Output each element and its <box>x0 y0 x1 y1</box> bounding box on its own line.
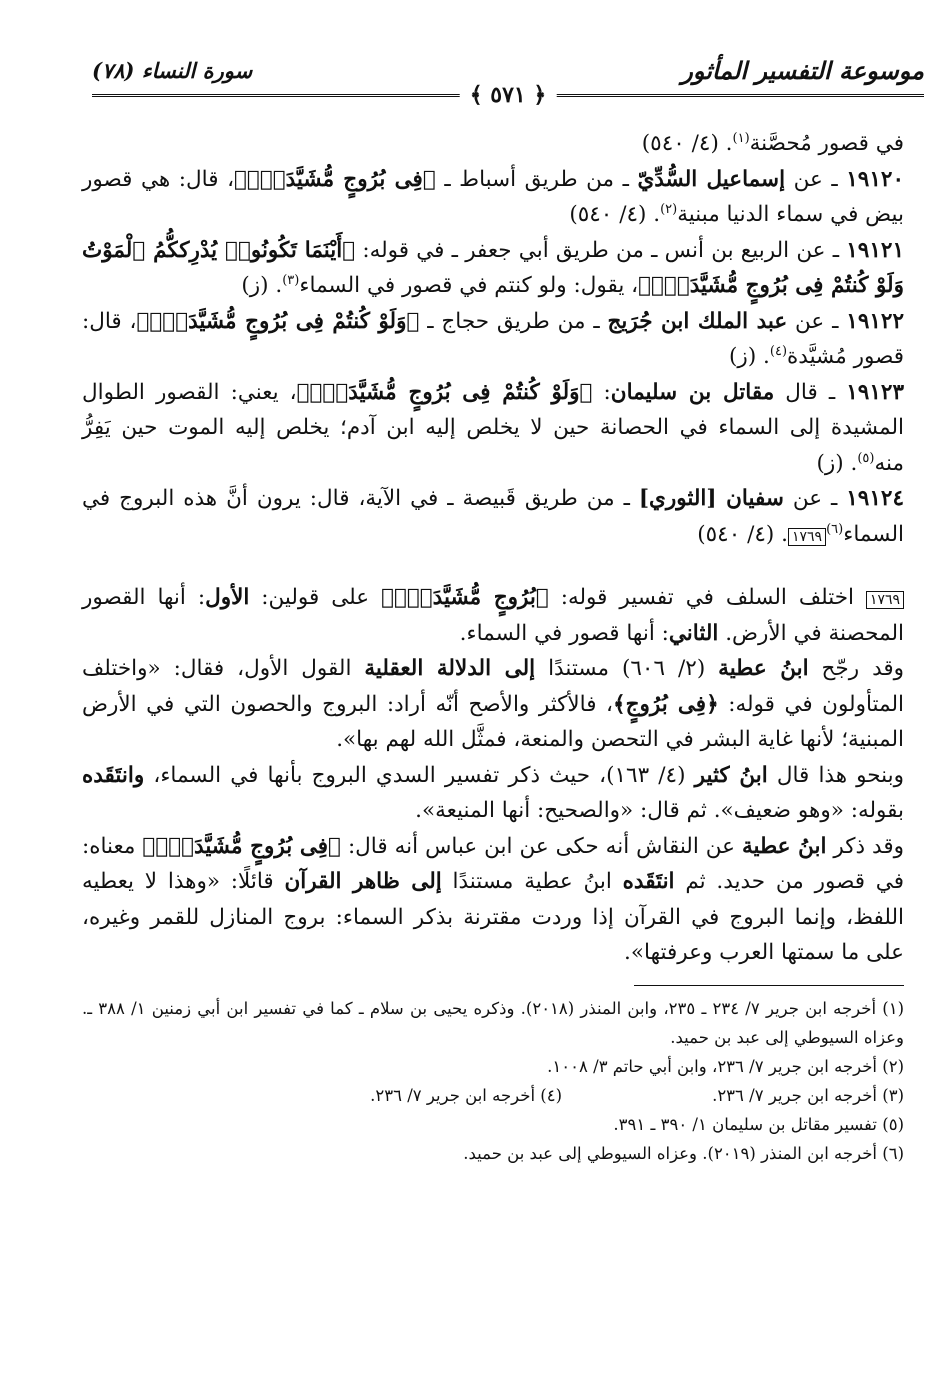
text: (٤/ ١٦٣)، حيث ذكر تفسير السدي البروج بأنها في السماء، <box>144 762 695 788</box>
text: : <box>592 379 611 405</box>
quran-quote: ﴿أَيْنَمَا تَكُونُوا۟ يُدْرِككُّمُ ٱلْمَوْتُ وَلَوْ كُنتُمْ فِى بُرُوجٍ مُّشَيَّدَةٍۗ﴾ <box>82 237 904 298</box>
section-gap <box>82 552 904 580</box>
text: ـ عن الربيع بن أنس ـ من طريق أبي جعفر ـ في قوله: <box>355 237 847 263</box>
emphasis: إلى الدلالة العقلية <box>364 656 536 681</box>
running-header <box>92 56 924 108</box>
text: في قصور مُحصَّنة <box>749 131 904 156</box>
first-opinion-label: الأول <box>205 585 250 610</box>
main-text <box>82 126 904 1168</box>
paragraph-19120 <box>82 162 904 233</box>
footnote-marker: (٢) <box>660 201 678 217</box>
text: ، يقول: ولو كنتم في قصور في السماء <box>299 273 639 298</box>
quran-quote: ﴿فِى بُرُوجٍ مُّشَيَّدَةٍۗ﴾ <box>234 166 436 192</box>
text: ـ من طريق حجاج ـ <box>419 308 608 334</box>
paragraph-19122 <box>82 304 904 375</box>
footnote-marker: (٦) <box>826 521 844 537</box>
commentary-number-box: ١٧٦٩ <box>866 591 904 609</box>
text: ـ من طريق أسباط ـ <box>435 166 638 192</box>
second-opinion-label: الثاني <box>668 620 719 646</box>
athar-number: ١٩١٢٣ <box>846 379 904 405</box>
text: ، فالأكثر والأصح أنّه أراد: البروج والحصون التي في الأرض المبنية؛ لأنها غاية البشر في التحصن والمنعة، فمثَّل الله لهم بها». <box>82 691 904 752</box>
page-number: ﴿ ٥٧١ ﴾ <box>460 82 557 108</box>
scholar-name: ابنُ كثير <box>694 762 768 788</box>
commentary-3 <box>82 758 904 829</box>
text: ابنُ عطية مستندًا <box>441 869 623 894</box>
text: قائلًا: «وهذا لا يعطيه اللفظ، وإنما البروج في القرآن إذا وردت مقترنة بذكر السماء: بروج المنازل للقمر وغيره، على ما سمتها العرب وعرفتها». <box>82 869 904 965</box>
volume-ref: . (٤/ ٥٤٠) <box>569 202 661 227</box>
commentary-1 <box>82 580 904 651</box>
footnote-marker: (٥) <box>857 450 875 466</box>
paragraph-19124 <box>82 481 904 552</box>
text: ـ من طريق قَبيصة ـ في الآية، قال: يرون أنَّ هذه البروج في السماء <box>82 486 904 547</box>
footnote-3: (٣) أخرجه ابن جرير ٧/ ٢٣٦. <box>712 1085 904 1105</box>
text: اختلف السلف في تفسير قوله: <box>548 585 866 610</box>
commentary-ref-box: ١٧٦٩ <box>788 528 826 546</box>
quran-quote: ﴿بُرُوجٍ مُّشَيَّدَةٍۗ﴾ <box>381 585 549 610</box>
text: وقد ذكر <box>826 833 904 859</box>
commentary-2 <box>82 651 904 758</box>
scholar-name: ابنُ عطية <box>718 656 809 681</box>
text: بقوله: «وهو ضعيف». ثم قال: «والصحيح: أنها المنيعة». <box>415 798 904 823</box>
text: ـ عن <box>783 486 847 511</box>
text: ـ عن <box>785 166 847 192</box>
volume-ref: . (٤/ ٥٤٠) <box>641 131 733 156</box>
volume-ref: . (ز) <box>816 450 858 476</box>
text: (٢/ ٦٠٦) مستندًا <box>535 656 719 681</box>
text: على قولين: <box>249 585 382 610</box>
paragraph-19121 <box>82 233 904 304</box>
narrator-name: سفيان [الثوري] <box>638 486 784 511</box>
text: ، قال: هي قصور بيض في سماء الدنيا مبنية <box>82 166 904 227</box>
narrator-name: مقاتل بن سليمان <box>610 379 775 405</box>
text: وقد رجّح <box>808 656 905 681</box>
quran-quote: ﴿وَلَوْ كُنتُمْ فِى بُرُوجٍ مُّشَيَّدَةٍۗ﴾ <box>136 308 420 334</box>
text: معناه: في قصور من حديد. ثم <box>82 833 904 894</box>
text: : أنها القصور المحصنة في الأرض. <box>82 585 904 646</box>
quran-quote: ﴿فِى بُرُوجٍ مُّشَيَّدَةٍۗ﴾ <box>142 833 341 859</box>
paragraph-19123 <box>82 375 904 482</box>
footnotes <box>82 994 904 1168</box>
emphasis: وانتَقَده <box>82 762 145 788</box>
surah-title: سورة النساء (٧٨) <box>92 58 253 83</box>
text: ، يعني: القصور الطوال المشيدة إلى السماء في الحصانة حين لا يخلص إليه ابن آدم؛ يخلص إليه الموت حين يَفِرُّ منه <box>82 379 904 476</box>
volume-ref: . (ز) <box>241 273 283 298</box>
footnote-marker: (٣) <box>282 272 300 288</box>
text: ـ قال <box>774 379 847 405</box>
narrator-name: إسماعيل السُّدِّيّ <box>637 166 786 192</box>
athar-number: ١٩١٢٠ <box>846 166 904 192</box>
text: عن النقاش أنه حكى عن ابن عباس أنه قال: <box>340 833 742 859</box>
volume-ref: . (٤/ ٥٤٠) <box>697 521 788 547</box>
footnote-1: (١) أخرجه ابن جرير ٧/ ٢٣٤ ـ ٢٣٥، وابن المنذر (٢٠١٨). وذكره يحيى بن سلام ـ كما في تفسير ابن أبي زمنين ١/ ٣٨٨ ـ. وعزاه السيوطي إلى عبد بن حميد. <box>82 998 905 1047</box>
text: القول الأول، فقال: «واختلف المتأولون في قوله: <box>82 656 904 717</box>
footnote-6: (٦) أخرجه ابن المنذر (٢٠١٩). وعزاه السيوطي إلى عبد بن حميد. <box>463 1143 904 1163</box>
footnote-2: (٢) أخرجه ابن جرير ٧/ ٢٣٦، وابن أبي حاتم ٣/ ١٠٠٨. <box>547 1056 904 1076</box>
narrator-name: عبد الملك ابن جُرَيج <box>607 308 788 334</box>
text: : أنها قصور في السماء. <box>459 620 669 646</box>
text: ـ عن <box>787 308 847 334</box>
scholar-name: ابنُ عطية <box>741 833 827 859</box>
footnote-row-3-4 <box>82 1081 904 1110</box>
paragraph-1 <box>82 126 904 162</box>
quran-quote: ﴿وَلَوْ كُنتُمْ فِى بُرُوجٍ مُّشَيَّدَةٍۗ﴾ <box>296 379 593 405</box>
book-title: موسوعة التفسير المأثور <box>681 56 924 85</box>
quran-quote: ﴿فِى بُرُوجٍ﴾ <box>612 691 719 717</box>
footnote-marker: (٤) <box>769 343 788 359</box>
emphasis: انتَقَده <box>622 869 675 894</box>
footnote-5: (٥) تفسير مقاتل بن سليمان ١/ ٣٩٠ ـ ٣٩١. <box>613 1114 904 1134</box>
text: ، قال: قصور مُشيَّدة <box>82 308 904 369</box>
athar-number: ١٩١٢٤ <box>846 486 904 511</box>
emphasis: إلى ظاهر القرآن <box>284 869 442 894</box>
commentary-4 <box>82 829 904 971</box>
text: وبنحو هذا قال <box>767 762 905 788</box>
footnote-marker: (١) <box>732 130 750 146</box>
footnote-rule <box>634 985 904 986</box>
volume-ref: . (ز) <box>729 344 770 369</box>
athar-number: ١٩١٢١ <box>846 237 904 263</box>
footnote-4: (٤) أخرجه ابن جرير ٧/ ٢٣٦. <box>370 1085 563 1105</box>
athar-number: ١٩١٢٢ <box>846 308 905 334</box>
